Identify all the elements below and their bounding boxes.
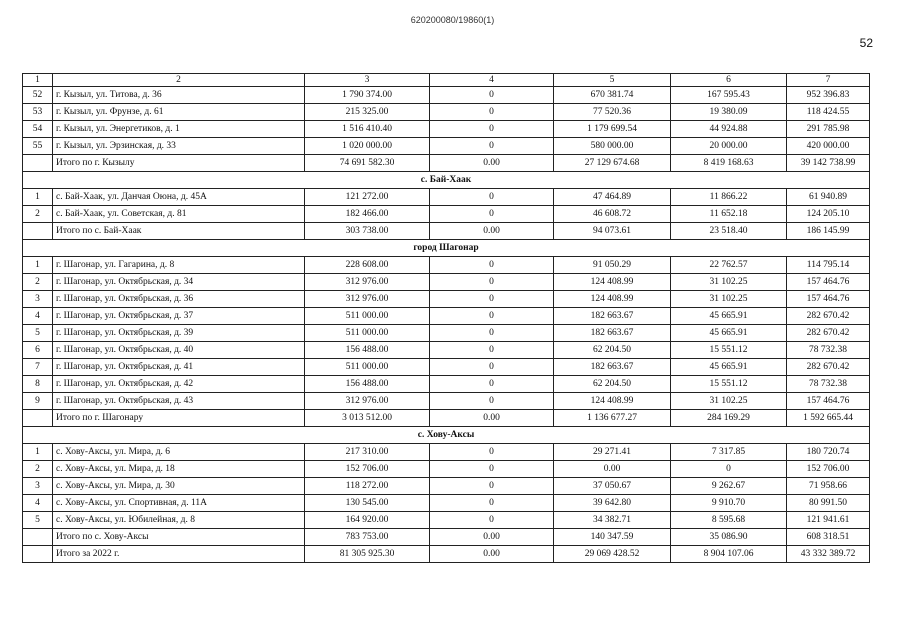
table-cell: 8: [23, 376, 53, 393]
header-cell: 2: [53, 74, 305, 87]
table-row: [23, 342, 870, 359]
section-row: [23, 172, 870, 189]
table-cell: 81 305 925.30: [305, 546, 430, 563]
table-cell: 45 665.91: [671, 325, 787, 342]
table-cell: 35 086.90: [671, 529, 787, 546]
table-cell: Итого по г. Кызылу: [53, 155, 305, 172]
table-cell: 284 169.29: [671, 410, 787, 427]
table-cell: 228 608.00: [305, 257, 430, 274]
data-table: [22, 73, 870, 563]
table-cell: 37 050.67: [554, 478, 671, 495]
table-cell: [23, 223, 53, 240]
header-cell: 7: [787, 74, 870, 87]
table-cell: 152 706.00: [787, 461, 870, 478]
table-cell: 7 317.85: [671, 444, 787, 461]
table-cell: 45 665.91: [671, 359, 787, 376]
table-cell: 1: [23, 444, 53, 461]
table-cell: 77 520.36: [554, 104, 671, 121]
table-cell: 0: [430, 359, 554, 376]
section-row: [23, 427, 870, 444]
table-cell: 182 663.67: [554, 359, 671, 376]
table-cell: 1: [23, 189, 53, 206]
table-row: [23, 189, 870, 206]
table-cell: 182 663.67: [554, 325, 671, 342]
table-row: [23, 138, 870, 155]
total-row: [23, 529, 870, 546]
table-cell: 0: [430, 325, 554, 342]
table-cell: с. Хову-Аксы, ул. Мира, д. 30: [53, 478, 305, 495]
table-cell: 52: [23, 87, 53, 104]
table-cell: 2: [23, 461, 53, 478]
table-cell: 282 670.42: [787, 325, 870, 342]
table-cell: 0: [430, 308, 554, 325]
table-cell: 2: [23, 206, 53, 223]
table-row: [23, 461, 870, 478]
table-cell: 31 102.25: [671, 393, 787, 410]
total-row: [23, 155, 870, 172]
table-cell: 0: [430, 87, 554, 104]
table-cell: г. Шагонар, ул. Октябрьская, д. 41: [53, 359, 305, 376]
table-cell: 124 205.10: [787, 206, 870, 223]
table-cell: 312 976.00: [305, 291, 430, 308]
table-cell: 0: [430, 495, 554, 512]
table-cell: 2: [23, 274, 53, 291]
table-cell: 74 691 582.30: [305, 155, 430, 172]
table-cell: 15 551.12: [671, 342, 787, 359]
table-row: [23, 87, 870, 104]
table-row: [23, 325, 870, 342]
table-cell: 7: [23, 359, 53, 376]
table-cell: г. Шагонар, ул. Октябрьская, д. 36: [53, 291, 305, 308]
table-cell: 312 976.00: [305, 393, 430, 410]
table-cell: с. Хову-Аксы, ул. Спортивная, д. 11А: [53, 495, 305, 512]
table-cell: 62 204.50: [554, 376, 671, 393]
table-cell: 670 381.74: [554, 87, 671, 104]
table-row: [23, 274, 870, 291]
table-cell: 511 000.00: [305, 325, 430, 342]
table-cell: 580 000.00: [554, 138, 671, 155]
table-row: [23, 206, 870, 223]
table-cell: 1 136 677.27: [554, 410, 671, 427]
table-row: [23, 478, 870, 495]
table-cell: 39 642.80: [554, 495, 671, 512]
table-cell: 420 000.00: [787, 138, 870, 155]
table-cell: 291 785.98: [787, 121, 870, 138]
table-cell: 0.00: [430, 546, 554, 563]
table-cell: 34 382.71: [554, 512, 671, 529]
table-cell: 182 663.67: [554, 308, 671, 325]
total-row: [23, 223, 870, 240]
table-cell: 180 720.74: [787, 444, 870, 461]
table-cell: 3: [23, 291, 53, 308]
table-row: [23, 104, 870, 121]
table-cell: г. Шагонар, ул. Октябрьская, д. 37: [53, 308, 305, 325]
page-number: 52: [859, 36, 873, 50]
table-cell: 5: [23, 325, 53, 342]
table-cell: 157 464.76: [787, 291, 870, 308]
table-cell: 29 271.41: [554, 444, 671, 461]
table-cell: 44 924.88: [671, 121, 787, 138]
table-cell: с. Бай-Хаак, ул. Данчая Оюна, д. 45А: [53, 189, 305, 206]
table-cell: Итого за 2022 г.: [53, 546, 305, 563]
table-cell: 1 592 665.44: [787, 410, 870, 427]
section-title: с. Бай-Хаак: [23, 172, 870, 189]
table-cell: 19 380.09: [671, 104, 787, 121]
table-cell: 61 940.89: [787, 189, 870, 206]
table-cell: 15 551.12: [671, 376, 787, 393]
table-cell: 0: [430, 189, 554, 206]
table-cell: 0: [430, 257, 554, 274]
table-cell: 0.00: [430, 155, 554, 172]
table-cell: 0.00: [554, 461, 671, 478]
table-cell: 164 920.00: [305, 512, 430, 529]
table-cell: 1 020 000.00: [305, 138, 430, 155]
table-cell: 80 991.50: [787, 495, 870, 512]
table-cell: 282 670.42: [787, 308, 870, 325]
table-cell: 114 795.14: [787, 257, 870, 274]
table-row: [23, 444, 870, 461]
table-cell: [23, 155, 53, 172]
table-cell: 121 941.61: [787, 512, 870, 529]
table-cell: 312 976.00: [305, 274, 430, 291]
table-cell: 20 000.00: [671, 138, 787, 155]
header-cell: 5: [554, 74, 671, 87]
table-cell: 0.00: [430, 410, 554, 427]
table-cell: 31 102.25: [671, 274, 787, 291]
table-cell: 4: [23, 495, 53, 512]
table-cell: 0: [430, 478, 554, 495]
table-cell: г. Кызыл, ул. Фрунзе, д. 61: [53, 104, 305, 121]
table-row: [23, 308, 870, 325]
table-cell: г. Кызыл, ул. Эрзинская, д. 33: [53, 138, 305, 155]
table-cell: 157 464.76: [787, 393, 870, 410]
table-cell: г. Шагонар, ул. Октябрьская, д. 39: [53, 325, 305, 342]
table-cell: 91 050.29: [554, 257, 671, 274]
table-cell: 608 318.51: [787, 529, 870, 546]
table-cell: 156 488.00: [305, 376, 430, 393]
table-cell: г. Шагонар, ул. Октябрьская, д. 42: [53, 376, 305, 393]
table-cell: 71 958.66: [787, 478, 870, 495]
table-cell: 0: [671, 461, 787, 478]
table-cell: 78 732.38: [787, 342, 870, 359]
table-cell: 0: [430, 393, 554, 410]
table-cell: 54: [23, 121, 53, 138]
table-cell: 6: [23, 342, 53, 359]
table-cell: 952 396.83: [787, 87, 870, 104]
table-cell: 118 272.00: [305, 478, 430, 495]
table-cell: 783 753.00: [305, 529, 430, 546]
header-cell: 1: [23, 74, 53, 87]
table-cell: 157 464.76: [787, 274, 870, 291]
table-cell: 8 595.68: [671, 512, 787, 529]
table-cell: 9: [23, 393, 53, 410]
table-row: [23, 359, 870, 376]
table-cell: 4: [23, 308, 53, 325]
table-cell: 8 904 107.06: [671, 546, 787, 563]
table-cell: 55: [23, 138, 53, 155]
table-cell: 118 424.55: [787, 104, 870, 121]
table-cell: 124 408.99: [554, 274, 671, 291]
table-cell: 124 408.99: [554, 291, 671, 308]
table-cell: 121 272.00: [305, 189, 430, 206]
table-cell: 1: [23, 257, 53, 274]
table-cell: 0: [430, 274, 554, 291]
table-row: [23, 376, 870, 393]
table-cell: г. Шагонар, ул. Октябрьская, д. 43: [53, 393, 305, 410]
header-cell: 6: [671, 74, 787, 87]
table-cell: 152 706.00: [305, 461, 430, 478]
table-cell: с. Хову-Аксы, ул. Мира, д. 18: [53, 461, 305, 478]
table-cell: 3 013 512.00: [305, 410, 430, 427]
table-row: [23, 512, 870, 529]
table-cell: 27 129 674.68: [554, 155, 671, 172]
table-cell: 39 142 738.99: [787, 155, 870, 172]
table-cell: 53: [23, 104, 53, 121]
table-cell: 0: [430, 512, 554, 529]
table-cell: 0: [430, 444, 554, 461]
table-cell: 217 310.00: [305, 444, 430, 461]
table-cell: 167 595.43: [671, 87, 787, 104]
table-cell: 0: [430, 206, 554, 223]
table-cell: г. Шагонар, ул. Октябрьская, д. 40: [53, 342, 305, 359]
table-cell: 140 347.59: [554, 529, 671, 546]
total-row: [23, 410, 870, 427]
total-row: [23, 546, 870, 563]
table-cell: 0.00: [430, 529, 554, 546]
table-cell: 9 910.70: [671, 495, 787, 512]
table-cell: 31 102.25: [671, 291, 787, 308]
table-cell: 0: [430, 342, 554, 359]
table-cell: 23 518.40: [671, 223, 787, 240]
table-cell: 0: [430, 104, 554, 121]
table-row: [23, 393, 870, 410]
table-cell: 94 073.61: [554, 223, 671, 240]
table-cell: 78 732.38: [787, 376, 870, 393]
table-cell: 1 790 374.00: [305, 87, 430, 104]
table-cell: 9 262.67: [671, 478, 787, 495]
table-cell: 45 665.91: [671, 308, 787, 325]
table-cell: 8 419 168.63: [671, 155, 787, 172]
table-cell: 1 516 410.40: [305, 121, 430, 138]
section-title: с. Хову-Аксы: [23, 427, 870, 444]
table-cell: 1 179 699.54: [554, 121, 671, 138]
table-cell: 186 145.99: [787, 223, 870, 240]
table-cell: г. Шагонар, ул. Гагарина, д. 8: [53, 257, 305, 274]
header-cell: 4: [430, 74, 554, 87]
table-cell: 303 738.00: [305, 223, 430, 240]
table-cell: 11 652.18: [671, 206, 787, 223]
table-cell: 156 488.00: [305, 342, 430, 359]
table-cell: 0: [430, 461, 554, 478]
table-cell: 11 866.22: [671, 189, 787, 206]
table-cell: 0: [430, 291, 554, 308]
table-cell: с. Хову-Аксы, ул. Юбилейная, д. 8: [53, 512, 305, 529]
table-cell: 282 670.42: [787, 359, 870, 376]
table-header-row: [23, 74, 870, 87]
table-cell: г. Кызыл, ул. Титова, д. 36: [53, 87, 305, 104]
section-title: город Шагонар: [23, 240, 870, 257]
table-cell: Итого по с. Хову-Аксы: [53, 529, 305, 546]
table-cell: 215 325.00: [305, 104, 430, 121]
table-cell: г. Кызыл, ул. Энергетиков, д. 1: [53, 121, 305, 138]
table-cell: 0: [430, 376, 554, 393]
table-row: [23, 121, 870, 138]
table-cell: 47 464.89: [554, 189, 671, 206]
header-cell: 3: [305, 74, 430, 87]
table-cell: 29 069 428.52: [554, 546, 671, 563]
table-cell: Итого по г. Шагонару: [53, 410, 305, 427]
table-cell: с. Хову-Аксы, ул. Мира, д. 6: [53, 444, 305, 461]
section-row: [23, 240, 870, 257]
table-cell: 182 466.00: [305, 206, 430, 223]
table-row: [23, 291, 870, 308]
table-cell: [23, 410, 53, 427]
table-cell: [23, 546, 53, 563]
table-row: [23, 257, 870, 274]
table-cell: 46 608.72: [554, 206, 671, 223]
table-cell: с. Бай-Хаак, ул. Советская, д. 81: [53, 206, 305, 223]
table-cell: 0.00: [430, 223, 554, 240]
table-cell: 3: [23, 478, 53, 495]
table-cell: 22 762.57: [671, 257, 787, 274]
document-id: 620200080/19860(1): [410, 15, 495, 25]
table-cell: 43 332 389.72: [787, 546, 870, 563]
table-cell: 0: [430, 138, 554, 155]
table-row: [23, 495, 870, 512]
table-cell: [23, 529, 53, 546]
table-cell: 130 545.00: [305, 495, 430, 512]
table-cell: 0: [430, 121, 554, 138]
table-cell: Итого по с. Бай-Хаак: [53, 223, 305, 240]
table-cell: 511 000.00: [305, 308, 430, 325]
table-cell: 5: [23, 512, 53, 529]
table-cell: г. Шагонар, ул. Октябрьская, д. 34: [53, 274, 305, 291]
table-cell: 511 000.00: [305, 359, 430, 376]
table-cell: 62 204.50: [554, 342, 671, 359]
table-cell: 124 408.99: [554, 393, 671, 410]
